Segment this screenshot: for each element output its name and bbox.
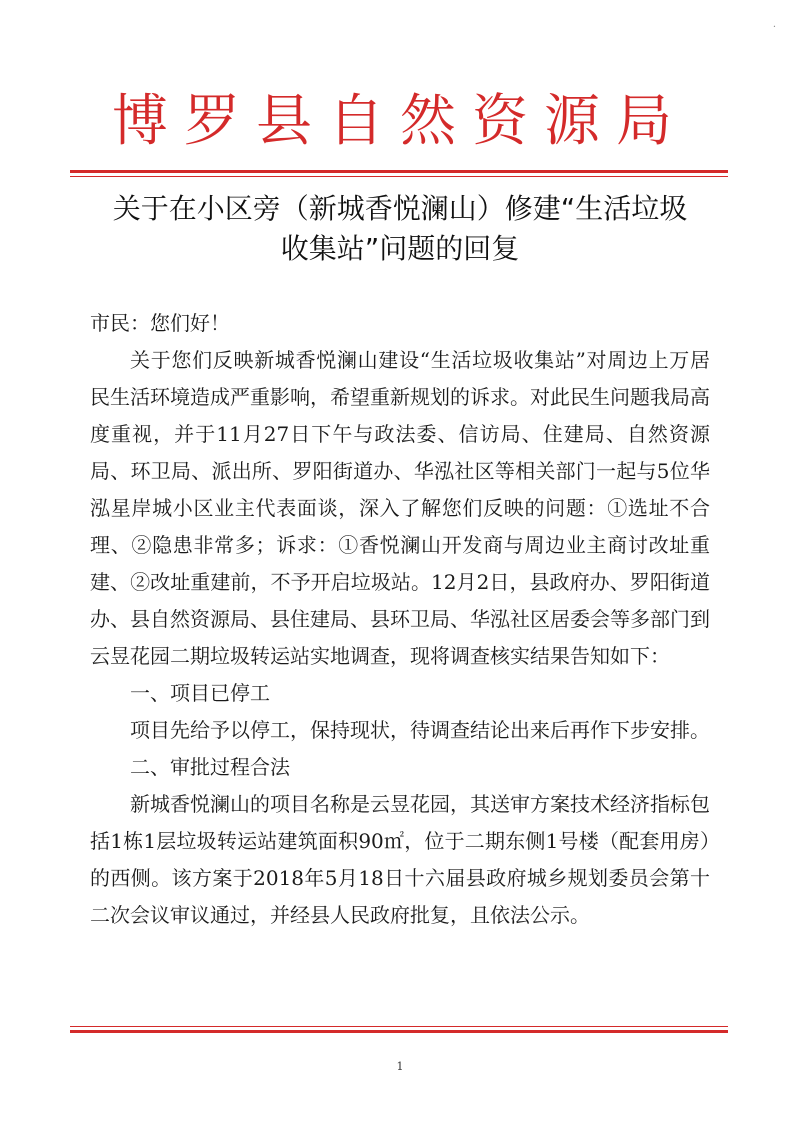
document-title-line-1: 关于在小区旁（新城香悦澜山）修建“生活垃圾	[112, 192, 688, 225]
document-title	[80, 189, 720, 269]
letterhead-rule-thick	[70, 170, 728, 173]
salutation: 市民：您们好！	[90, 311, 230, 335]
footer-rule-thin	[70, 1026, 728, 1027]
section-heading-2: 二、审批过程合法	[130, 755, 290, 779]
intro-paragraph: 关于您们反映新城香悦澜山建设“生活垃圾收集站”对周边上万居民生活环境造成严重影响，希望重新规划的诉求。对此民生问题我局高度重视，并于11月27日下午与政法委、信访局、住建局、自然资源局、环卫局、派出所、罗阳街道办、华泓社区等相关部门一起与5位华泓星岸城小区业主代表面谈，深入了解您们反映的问题：①选址不合理、②隐患非常多；诉求：①香悦澜山开发商与周边业主商讨改址重建、②改址重建前，不予开启垃圾站。12月2日，县政府办、罗阳街道办、县自然资源局、县住建局、县环卫局、华泓社区居委会等多部门到云昱花园二期垃圾转运站实地调查，现将调查核实结果告知如下：	[90, 348, 710, 668]
document-body	[90, 305, 710, 934]
page-number: 1	[396, 1060, 404, 1073]
scan-mark: ·	[772, 22, 776, 33]
document-title-line-2: 收集站”问题的回复	[280, 232, 520, 265]
footer-rule-thick	[70, 1030, 728, 1033]
agency-letterhead: 博罗县自然资源局	[112, 89, 688, 154]
section-heading-1: 一、项目已停工	[130, 681, 270, 705]
section-2-paragraph: 新城香悦澜山的项目名称是云昱花园，其送审方案技术经济指标包括1栋1层垃圾转运站建筑面积90㎡，位于二期东侧1号楼（配套用房）的西侧。该方案于2018年5月18日十六届县政府城乡规划委员会第十二次会议审议通过，并经县人民政府批复，且依法公示。	[90, 792, 710, 927]
letterhead-rule-thin	[70, 176, 728, 177]
section-1-paragraph: 项目先给予以停工，保持现状，待调查结论出来后再作下步安排。	[130, 718, 710, 742]
